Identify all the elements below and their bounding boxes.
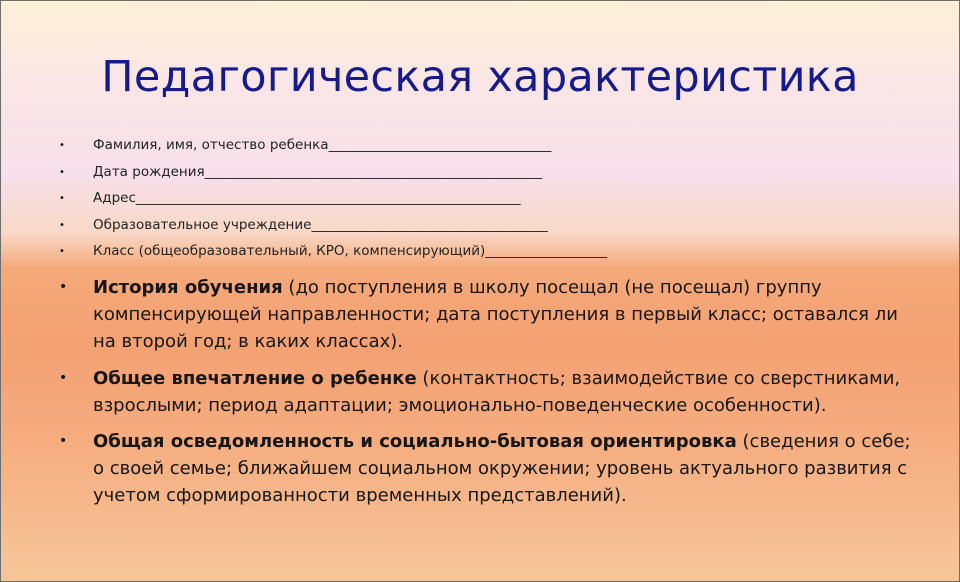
slide-title: Педагогическая характеристика <box>101 52 859 102</box>
bullet-icon: • <box>59 279 68 295</box>
field-label: Фамилия, имя, отчество ребенка <box>93 137 329 153</box>
field-blank: _________________________________ <box>328 137 552 153</box>
field-blank: ___________________________________ <box>311 216 548 233</box>
list-item <box>1 188 959 215</box>
list-item <box>1 162 959 189</box>
bullet-icon: • <box>59 370 68 386</box>
field-blank: __________________________________________________ <box>204 163 543 180</box>
section-item <box>1 365 959 419</box>
form-fields-list <box>1 135 959 268</box>
field-label: Дата рождения <box>93 163 205 180</box>
bullet-icon: • <box>59 166 65 178</box>
section-heading: Общая осведомленность и социально-бытовая ориентировка <box>93 431 737 452</box>
bullet-icon: • <box>59 219 65 231</box>
section-item <box>1 274 959 355</box>
field-label: Адрес <box>93 190 136 206</box>
section-text: (контактность; взаимодействие со сверстниками, взрослыми; период адаптации; эмоционально-поведенческие особенности). <box>93 368 901 416</box>
section-text: (до поступления в школу посещал (не посещал) группу компенсирующей направленности; дата поступления в первый класс; оставался ли на второй год; в каких классах). <box>93 277 898 352</box>
bullet-icon: • <box>59 246 65 257</box>
list-item <box>1 241 959 268</box>
section-heading: Общее впечатление о ребенке <box>93 368 417 389</box>
list-item <box>1 215 959 242</box>
section-text: (сведения о себе; о своей семье; ближайшем социальном окружении; уровень актуального развития с учетом сформированности временных представлений). <box>93 431 911 506</box>
section-item <box>1 428 959 509</box>
section-heading: История обучения <box>93 277 283 298</box>
field-label: Образовательное учреждение <box>93 216 312 233</box>
list-item <box>1 135 959 162</box>
field-blank: __________________ <box>485 243 607 259</box>
sections-list <box>1 274 959 509</box>
field-blank: _________________________________________________________ <box>135 190 521 206</box>
bullet-icon: • <box>59 193 65 204</box>
bullet-icon: • <box>59 140 65 151</box>
bullet-icon: • <box>59 433 68 449</box>
field-label: Класс (общеобразовательный, КРО, компенсирующий) <box>93 243 486 259</box>
